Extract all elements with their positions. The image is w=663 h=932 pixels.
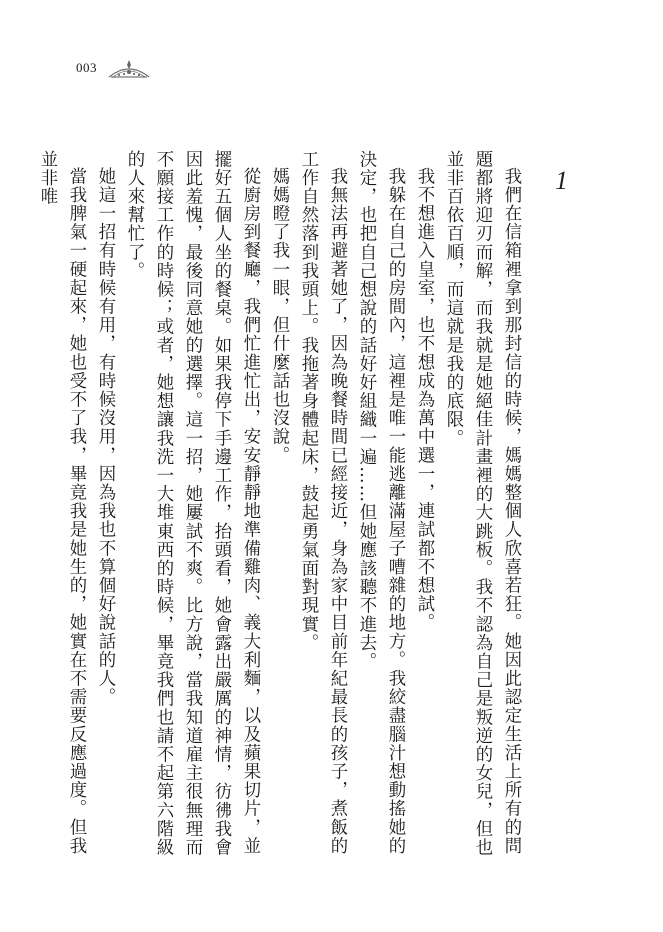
paragraph: 她這一招有時候有用，有時候沒用，因為我也不算個好說話的人。	[95, 167, 115, 707]
paragraph: 從廚房到餐廳，我們忙進忙出，安安靜靜地準備雞肉、義大利麵，以及蘋果切片，並擺好五個人坐的餐桌。如果我停下手邊工作，抬頭看，她會露出嚴厲的神情，彷彿我會因此羞愧，最後同意她的選擇。這一招，她屢試不爽。比方說，當我知道雇主很無理而不願接工作的時候；或者，她想讓我洗一大堆東西的時候，畢竟我們也請不起第六階級的人來幫忙了。	[124, 150, 260, 857]
body-text	[37, 150, 525, 870]
paragraph: 我不想進入皇室，也不想成為萬中選一，連試都不想試。	[414, 167, 434, 633]
paragraph: 媽媽瞪了我一眼，但什麼話也沒說。	[269, 167, 289, 465]
paragraph: 當我脾氣一硬起來，她也受不了我，畢竟我是她生的，她實在不需要反應過度。但我並非唯	[37, 150, 86, 856]
crown-ornament-icon	[107, 57, 151, 79]
paragraph: 我們在信箱裡拿到那封信的時候，媽媽整個人欣喜若狂。她因此認定生活上所有的問題都將迎刃而解，而我就是她絕佳計畫裡的大跳板。我不認為自己是叛逆的女兒，但也並非百依百順，而這就是我的底限。	[443, 150, 521, 857]
chapter-number: 1	[555, 166, 568, 195]
paragraph: 我無法再避著她了，因為晚餐時間已經接近，身為家中目前年紀最長的孩子，煮飯的工作自然落到我頭上。我拖著身體起床，鼓起勇氣面對現實。	[298, 150, 347, 856]
page-number: 003	[76, 60, 97, 75]
paragraph: 我躲在自己的房間內，這裡是唯一能逃離滿屋子嘈雜的地方。我絞盡腦汁想動搖她的決定，也把自己想說的話好好組織一遍……但她應該聽不進去。	[356, 150, 405, 856]
page-header	[76, 57, 151, 79]
